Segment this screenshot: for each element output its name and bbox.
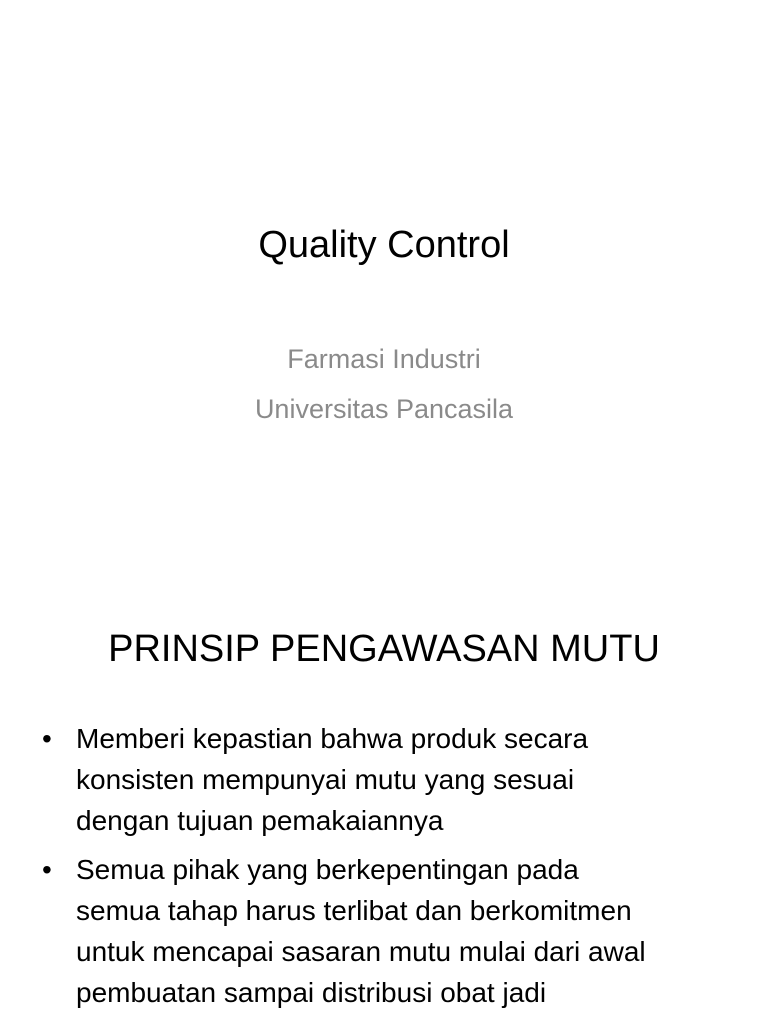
bullet-item-1 xyxy=(40,718,740,841)
bullet-1-line-3: dengan tujuan pemakaiannya xyxy=(76,805,444,836)
bullet-list xyxy=(40,718,740,1021)
bullet-marker: • xyxy=(42,723,52,754)
bullet-marker: • xyxy=(42,854,52,885)
bullet-2-line-2: semua tahap harus terlibat dan berkomitmen xyxy=(76,895,632,926)
bullet-2-line-3: untuk mencapai sasaran mutu mulai dari awal xyxy=(76,936,646,967)
slide-1-subtitle xyxy=(0,334,768,434)
bullet-item-2 xyxy=(40,849,740,1013)
subtitle-line-2: Universitas Pancasila xyxy=(254,394,514,424)
slide-2-title: PRINSIP PENGAWASAN MUTU xyxy=(108,628,660,670)
slide-1-title: Quality Control xyxy=(258,224,510,266)
bullet-2-line-4: pembuatan sampai distribusi obat jadi xyxy=(76,977,547,1008)
slide-2 xyxy=(0,576,768,1024)
bullet-1-line-2: konsisten mempunyai mutu yang sesuai xyxy=(76,764,575,795)
bullet-2-line-1: Semua pihak yang berkepentingan pada xyxy=(76,854,579,885)
bullet-1-line-1: Memberi kepastian bahwa produk secara xyxy=(76,723,589,754)
subtitle-line-1: Farmasi Industri xyxy=(287,344,481,374)
